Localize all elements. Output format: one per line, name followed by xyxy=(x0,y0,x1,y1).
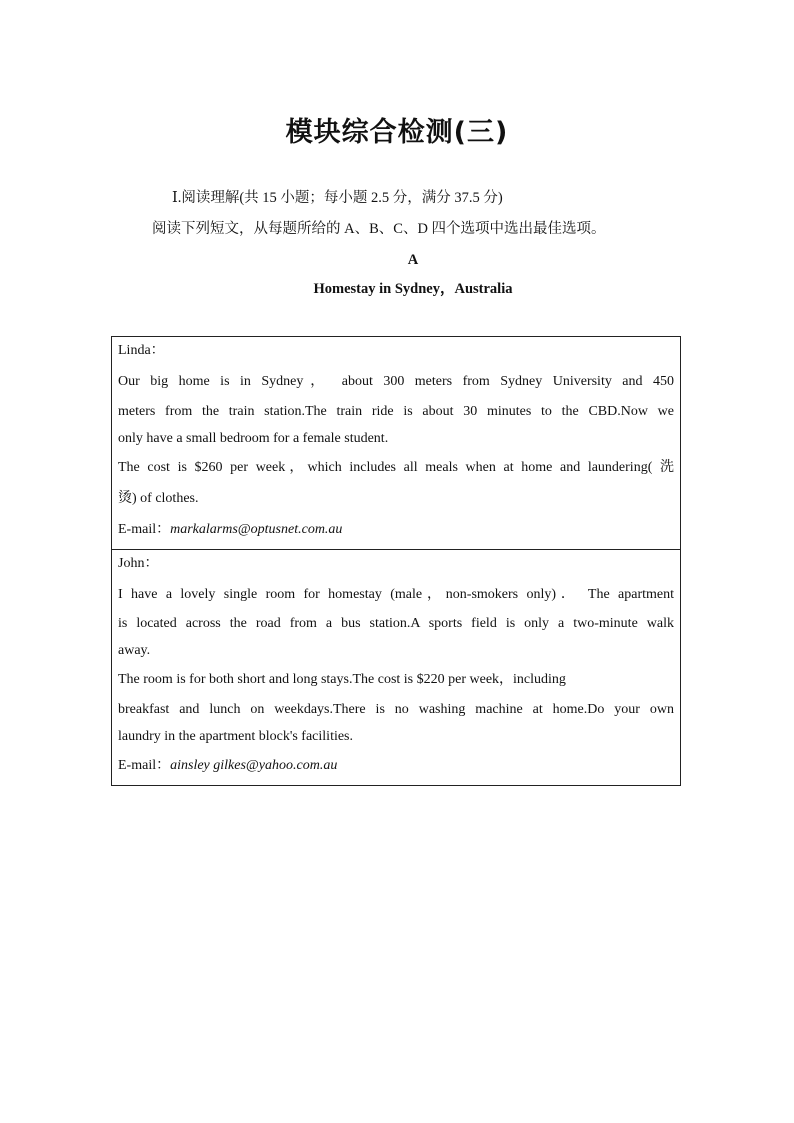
ad-line: laundry in the apartment block's facilities. xyxy=(118,729,354,744)
section-header: Ⅰ.阅读理解(共 15 小题；每小题 2.5 分，满分 37.5 分) xyxy=(172,190,503,206)
ad-line: breakfast and lunch on weekdays.There is no washing machine at home.Do your own xyxy=(118,702,674,717)
instruction-text: 阅读下列短文，从每题所给的 A、B、C、D 四个选项中选出最佳选项。 xyxy=(152,221,606,237)
email-label: E-mail： xyxy=(118,522,171,537)
ad-line: The room is for both short and long stays.The cost is $220 per week，including xyxy=(118,672,566,687)
ad-line: meters from the train station.The train ride is about 30 minutes to the CBD.Now we xyxy=(118,404,674,419)
email-address: markalarms@optusnet.com.au xyxy=(170,522,343,537)
ad-line: Our big home is in Sydney， about 300 meters from Sydney University and 450 xyxy=(118,374,674,389)
page-title: 模块综合检测(三) xyxy=(285,117,509,148)
ad-line: away. xyxy=(118,643,151,658)
ad-line: only have a small bedroom for a female student. xyxy=(118,431,389,446)
ad-line: I have a lovely single room for homestay (male，non-smokers only)． The apartment xyxy=(118,587,674,602)
passage-letter: A xyxy=(407,252,419,268)
ad-email-row xyxy=(118,521,674,539)
ad-email-row xyxy=(118,757,674,775)
email-address: ainsley gilkes@yahoo.com.au xyxy=(170,758,338,773)
ad-line: 烫) of clothes. xyxy=(118,491,199,506)
ad-name: John： xyxy=(118,556,159,571)
ad-john xyxy=(111,549,681,786)
ad-line: The cost is $260 per week，which includes all meals when at home and laundering( 洗 xyxy=(118,460,674,475)
email-label: E-mail： xyxy=(118,758,171,773)
ad-line: is located across the road from a bus station.A sports field is only a two-minute walk xyxy=(118,616,674,631)
ad-linda xyxy=(111,336,681,550)
ad-name: Linda： xyxy=(118,343,165,358)
passage-title: Homestay in Sydney，Australia xyxy=(313,281,513,297)
